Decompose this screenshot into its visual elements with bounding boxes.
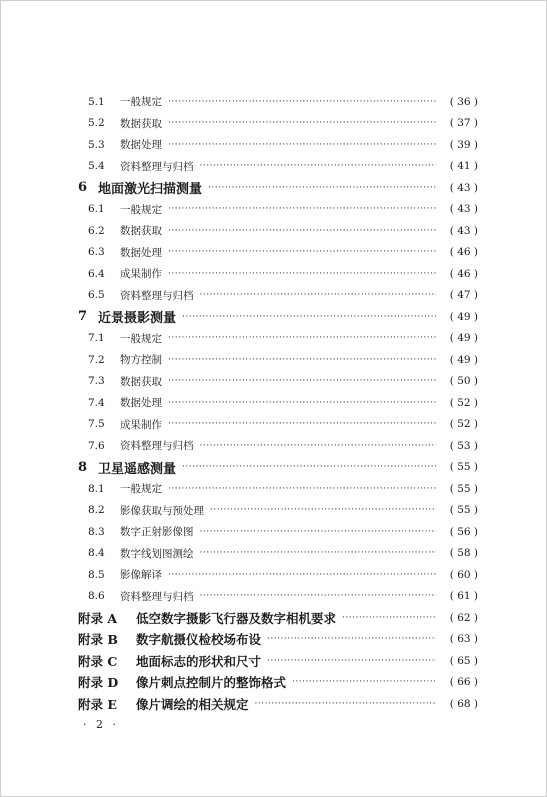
toc-entry-title: 成果制作: [120, 268, 162, 281]
dot-leader: [168, 118, 436, 128]
toc-section: [78, 242, 478, 264]
toc-chapter: [78, 177, 478, 199]
toc-entry-title: 资料整理与归档: [120, 289, 194, 302]
toc-section: [78, 543, 478, 565]
dot-leader: [200, 441, 437, 451]
toc-section: [78, 263, 478, 285]
toc-entry-page: ( 61 ): [449, 590, 478, 603]
toc-entry-title: 卫星遥感测量: [98, 461, 177, 477]
dot-leader: [342, 613, 436, 623]
toc-entry-page: ( 63 ): [449, 633, 478, 646]
toc-entry-number: 8.2: [88, 504, 105, 517]
toc-entry-page: ( 43 ): [449, 181, 478, 194]
dot-leader: [168, 97, 436, 107]
toc-entry-number: 8: [78, 459, 88, 475]
toc-entry-number: 5.3: [88, 138, 105, 151]
toc-entry-page: ( 62 ): [449, 611, 478, 624]
toc-entry-number: 7.3: [88, 375, 105, 388]
toc-entry-number: 6.5: [88, 289, 105, 302]
toc-entry-page: ( 53 ): [449, 439, 478, 452]
toc-entry-title: 物方控制: [120, 354, 162, 367]
page-number: · 2 ·: [83, 718, 119, 731]
toc-entry-number: 8.4: [88, 547, 105, 560]
toc-appendix: [78, 650, 478, 672]
toc-section: [78, 521, 478, 543]
toc-entry-title: 一般规定: [120, 96, 162, 109]
toc-entry-number: 附录 C: [78, 653, 118, 669]
toc-entry-number: 附录 A: [78, 610, 118, 626]
toc-entry-number: 6.2: [88, 224, 105, 237]
toc-entry-title: 影像解译: [120, 569, 162, 582]
toc-entry-page: ( 55 ): [449, 482, 478, 495]
dot-leader: [168, 419, 436, 429]
dot-leader: [182, 312, 436, 322]
dot-leader: [200, 591, 437, 601]
dot-leader: [168, 484, 436, 494]
toc-section: [78, 91, 478, 113]
toc-entry-page: ( 66 ): [449, 676, 478, 689]
dot-leader: [200, 290, 437, 300]
toc-entry-title: 影像获取与预处理: [120, 504, 204, 517]
dot-leader: [168, 570, 436, 580]
toc-section: [78, 285, 478, 307]
dot-leader: [267, 656, 436, 666]
toc-entry-title: 数据处理: [120, 397, 162, 410]
toc-entry-title: 像片调绘的相关规定: [136, 696, 249, 712]
toc-section: [78, 349, 478, 371]
toc-entry-page: ( 43 ): [449, 203, 478, 216]
dot-leader: [168, 355, 436, 365]
dot-leader: [200, 527, 437, 537]
toc-entry-title: 数据处理: [120, 139, 162, 152]
dot-leader: [255, 699, 436, 709]
toc-section: [78, 113, 478, 135]
dot-leader: [292, 677, 436, 687]
toc-entry-title: 地面激光扫描测量: [98, 182, 203, 198]
dot-leader: [168, 269, 436, 279]
toc-entry-page: ( 36 ): [449, 95, 478, 108]
toc-entry-number: 7.2: [88, 353, 105, 366]
toc-entry-number: 5.1: [88, 95, 105, 108]
toc-entry-page: ( 49 ): [449, 310, 478, 323]
toc-section: [78, 328, 478, 350]
toc-entry-number: 8.3: [88, 525, 105, 538]
toc-section: [78, 414, 478, 436]
toc-entry-page: ( 49 ): [449, 353, 478, 366]
toc-entry-number: 附录 B: [78, 632, 118, 648]
toc-entry-number: 7.4: [88, 396, 105, 409]
toc-entry-title: 地面标志的形状和尺寸: [136, 653, 262, 669]
toc-entry-number: 附录 D: [78, 675, 119, 691]
toc-entry-number: 7.5: [88, 418, 105, 431]
toc-entry-title: 数据处理: [120, 246, 162, 259]
toc-entry-number: 7.6: [88, 439, 105, 452]
toc-entry-number: 7.1: [88, 332, 105, 345]
dot-leader: [168, 398, 436, 408]
toc-section: [78, 371, 478, 393]
toc-entry-page: ( 68 ): [449, 697, 478, 710]
toc-entry-number: 6.4: [88, 267, 105, 280]
toc-entry-title: 近景摄影测量: [98, 311, 177, 327]
dot-leader: [200, 161, 437, 171]
toc-entry-title: 像片刺点控制片的整饰格式: [136, 675, 287, 691]
toc-entry-number: 附录 E: [78, 696, 117, 712]
toc-entry-page: ( 47 ): [449, 289, 478, 302]
dot-leader: [168, 333, 436, 343]
toc-section: [78, 478, 478, 500]
toc-entry-number: 5.4: [88, 160, 105, 173]
toc-entry-number: 6.3: [88, 246, 105, 259]
toc-section: [78, 392, 478, 414]
toc-section: [78, 564, 478, 586]
toc-entry-number: 8.1: [88, 482, 105, 495]
toc-entry-number: 8.6: [88, 590, 105, 603]
toc-entry-page: ( 55 ): [449, 504, 478, 517]
toc-entry-title: 数据获取: [120, 117, 162, 130]
toc-entry-page: ( 43 ): [449, 224, 478, 237]
toc-entry-page: ( 52 ): [449, 418, 478, 431]
toc-section: [78, 199, 478, 221]
toc-entry-page: ( 50 ): [449, 375, 478, 388]
toc-entry-title: 资料整理与归档: [120, 590, 194, 603]
toc-entry-number: 5.2: [88, 117, 105, 130]
toc-section: [78, 220, 478, 242]
dot-leader: [168, 226, 436, 236]
toc-entry-page: ( 37 ): [449, 117, 478, 130]
toc-entry-title: 数据获取: [120, 375, 162, 388]
toc-entry-page: ( 65 ): [449, 654, 478, 667]
toc-entry-title: 数字线划图测绘: [120, 547, 194, 560]
toc-entry-page: ( 46 ): [449, 267, 478, 280]
toc-chapter: [78, 306, 478, 328]
toc-appendix: [78, 672, 478, 694]
toc-entry-number: 6.1: [88, 203, 105, 216]
toc-appendix: [78, 607, 478, 629]
dot-leader: [168, 140, 436, 150]
toc-entry-page: ( 41 ): [449, 160, 478, 173]
dot-leader: [182, 462, 436, 472]
dot-leader: [210, 505, 436, 515]
toc-entry-number: 7: [78, 309, 88, 325]
toc-section: [78, 156, 478, 178]
dot-leader: [208, 183, 436, 193]
toc-chapter: [78, 457, 478, 479]
dot-leader: [267, 634, 436, 644]
toc-section: [78, 435, 478, 457]
toc-entry-title: 一般规定: [120, 332, 162, 345]
toc-entry-number: 6: [78, 180, 88, 196]
toc-section: [78, 134, 478, 156]
toc-section: [78, 500, 478, 522]
toc-entry-page: ( 55 ): [449, 461, 478, 474]
toc-entry-page: ( 58 ): [449, 547, 478, 560]
dot-leader: [168, 204, 436, 214]
toc-entry-page: ( 46 ): [449, 246, 478, 259]
toc-entry-title: 低空数字摄影飞行器及数字相机要求: [136, 610, 337, 626]
toc-section: [78, 586, 478, 608]
toc-entry-page: ( 52 ): [449, 396, 478, 409]
toc-entry-title: 一般规定: [120, 483, 162, 496]
dot-leader: [168, 376, 436, 386]
dot-leader: [168, 247, 436, 257]
dot-leader: [200, 548, 437, 558]
toc-entry-title: 数字航摄仪检校场布设: [136, 632, 262, 648]
toc-entry-title: 资料整理与归档: [120, 440, 194, 453]
toc-entry-page: ( 49 ): [449, 332, 478, 345]
toc-appendix: [78, 693, 478, 715]
toc-entry-number: 8.5: [88, 568, 105, 581]
toc-entry-title: 数据获取: [120, 225, 162, 238]
toc-entry-title: 数字正射影像图: [120, 526, 194, 539]
toc-entry-title: 一般规定: [120, 203, 162, 216]
toc-entry-page: ( 60 ): [449, 568, 478, 581]
toc-appendix: [78, 629, 478, 651]
toc-entry-page: ( 39 ): [449, 138, 478, 151]
table-of-contents: [78, 91, 478, 715]
toc-entry-title: 成果制作: [120, 418, 162, 431]
toc-entry-page: ( 56 ): [449, 525, 478, 538]
toc-entry-title: 资料整理与归档: [120, 160, 194, 173]
